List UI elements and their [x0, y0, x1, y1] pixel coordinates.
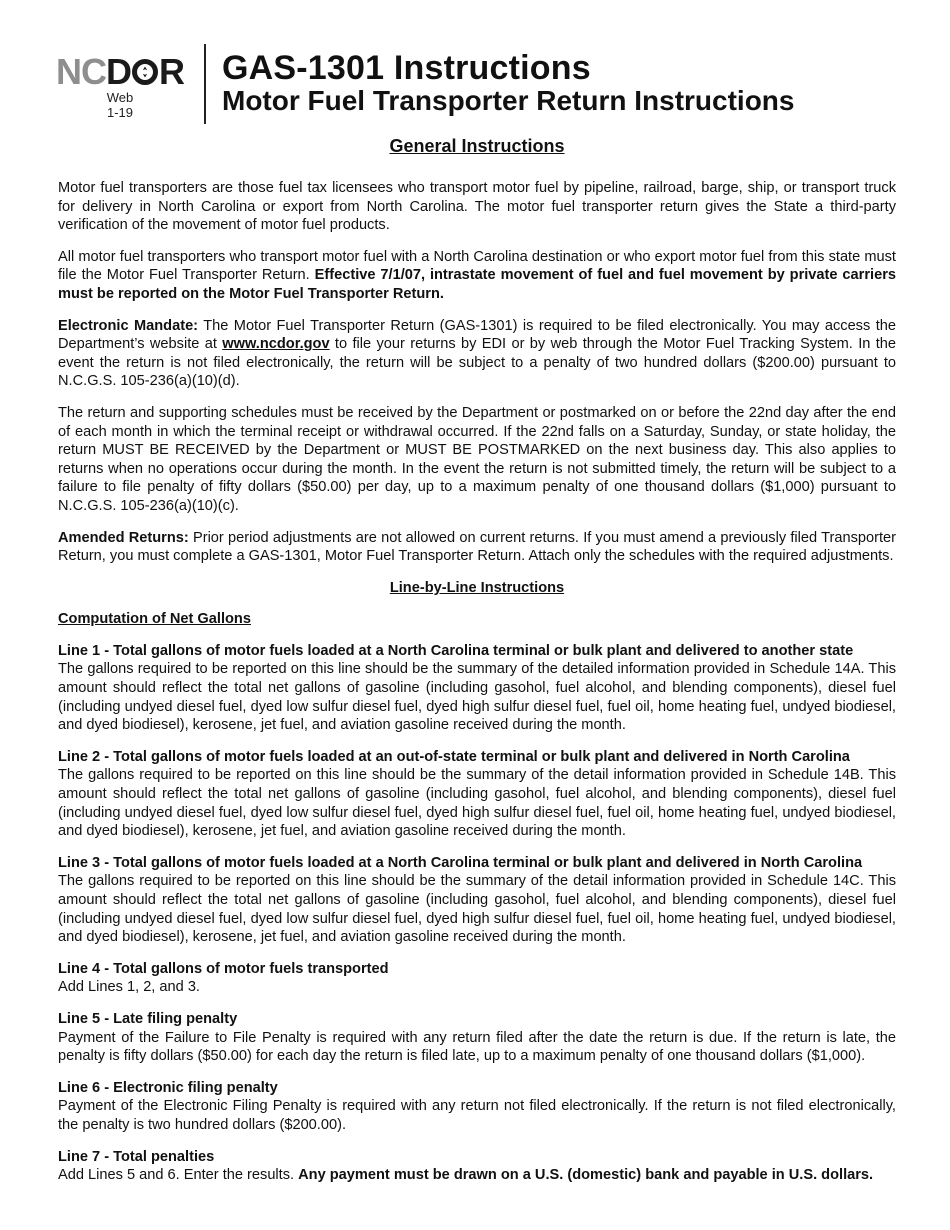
logo-d-text: D [106, 51, 131, 92]
paragraph-filing-requirement [58, 248, 896, 304]
line-1-instruction [58, 642, 896, 735]
ncdor-website-link[interactable]: www.ncdor.gov [222, 336, 330, 353]
logo-wordmark [56, 51, 184, 92]
line-2-title: Line 2 - Total gallons of motor fuels loaded at an out-of-state terminal or bulk plant and delivered in North Carolina [58, 748, 850, 765]
filing-requirement-text: All motor fuel transporters who transport motor fuel with a North Carolina destination or who export motor fuel from this state must file the Motor Fuel Transporter Return. [58, 248, 896, 284]
header-divider [204, 44, 206, 124]
line-5-title: Line 5 - Late filing penalty [58, 1010, 238, 1027]
line-6-title: Line 6 - Electronic filing penalty [58, 1079, 278, 1096]
line-7-instruction [58, 1148, 896, 1185]
amended-returns-label: Amended Returns: [58, 529, 189, 546]
line-3-body: The gallons required to be reported on this line should be the summary of the detail information provided in Schedule 14C. This amount should reflect the total net gallons of gasoline (including gasohol, fuel alcohol, and blending components), diesel fuel (including undyed diesel fuel, dyed low sulfur diesel fuel, dyed high sulfur diesel fuel, fuel oil, home heating fuel, undyed biodiesel, and dyed biodiesel), kerosene, jet fuel, and aviation gasoline received during the month. [58, 873, 896, 946]
line-3-instruction [58, 854, 896, 947]
logo-nc-text: NC [56, 51, 106, 92]
line-2-instruction [58, 748, 896, 841]
line-2-body: The gallons required to be reported on this line should be the summary of the detail information provided in Schedule 14B. This amount should reflect the total net gallons of gasoline (including gasohol, fuel alcohol, and blending components), diesel fuel (including undyed diesel fuel, dyed low sulfur diesel fuel, dyed high sulfur diesel fuel, fuel oil, home heating fuel, undyed biodiesel, and dyed biodiesel), kerosene, jet fuel, and aviation gasoline received during the month. [58, 767, 896, 840]
amended-returns-text: Prior period adjustments are not allowed on current returns. If you must amend a previously filed Transporter Return, you must complete a GAS-1301, Motor Fuel Transporter Return. Attach only the schedules with the required adjustments. [58, 529, 896, 565]
paragraph-transporters: Motor fuel transporters are those fuel tax licensees who transport motor fuel by pipeline, railroad, barge, ship, or transport truck for delivery in North Carolina or export from North Carolina. The motor fuel transporter return gives the State a third-party verification of the movement of motor fuel products. [58, 180, 896, 234]
line-5-body: Payment of the Failure to File Penalty is required with any return filed after the date the return is due. If the return is late, the penalty is fifty dollars ($50.00) for each day the return is filed late, up to a maximum penalty of one thousand dollars ($1,000). [58, 1029, 896, 1065]
page-title: GAS-1301 Instructions [222, 49, 591, 87]
line-1-title: Line 1 - Total gallons of motor fuels loaded at a North Carolina terminal or bulk plant and delivered to another state [58, 642, 854, 659]
payment-notice: Any payment must be drawn on a U.S. (domestic) bank and payable in U.S. dollars. [298, 1167, 874, 1184]
effective-date-notice: Effective 7/1/07, intrastate movement of fuel and fuel movement by private carriers must be reported on the Motor Fuel Transporter Return. [58, 267, 896, 302]
line-6-body: Payment of the Electronic Filing Penalty is required with any return not filed electronically. If the return is not filed electronically, the penalty is two hundred dollars ($200.00). [58, 1098, 896, 1133]
ncdor-logo [56, 51, 184, 120]
line-by-line-heading: Line-by-Line Instructions [389, 579, 565, 596]
paragraph-amended-returns [58, 529, 896, 566]
general-instructions-heading: General Instructions [389, 136, 565, 156]
title-block [222, 50, 794, 116]
line-7-body: Add Lines 5 and 6. Enter the results. [58, 1167, 299, 1184]
page-subtitle: Motor Fuel Transporter Return Instructions [222, 85, 795, 116]
line-3-title: Line 3 - Total gallons of motor fuels loaded at a North Carolina terminal or bulk plant and delivered in North Carolina [58, 854, 863, 871]
line-4-body: Add Lines 1, 2, and 3. [58, 979, 200, 996]
line-4-title: Line 4 - Total gallons of motor fuels transported [58, 960, 389, 977]
instructions-body [58, 135, 896, 1198]
line-6-instruction [58, 1079, 896, 1135]
electronic-mandate-text-b: to file your returns by EDI or by web through the Motor Fuel Tracking System. In the event the return is not filed electronically, the return will be subject to a penalty of two hundred dollars ($200.00) pursuant to N.C.G.S. 105-236(a)(10)(d). [58, 336, 897, 390]
electronic-mandate-label: Electronic Mandate: [58, 317, 199, 334]
line-4-instruction [58, 960, 896, 997]
paragraph-due-date: The return and supporting schedules must be received by the Department or postmarked on or before the 22nd day after the end of each month in which the terminal receipt or withdrawal occurred. If the 22nd falls on a Saturday, Sunday, or state holiday, the return MUST BE RECEIVED by the Department or MUST BE POSTMARKED on the next business day. This also applies to returns when no operations occur during the month. In the event the return is not submitted timely, the return will be subject to a failure to file penalty of fifty dollars ($50.00) per day, up to a maximum penalty of one thousand dollars ($1,000) pursuant to N.C.G.S. 105-236(a)(10)(c). [58, 404, 896, 514]
paragraph-electronic-mandate [58, 317, 896, 391]
electronic-mandate-text-a: The Motor Fuel Transporter Return (GAS-1301) is required to be filed electronically. You may access the Department’s website at [58, 317, 896, 353]
logo-r-text: R [159, 51, 184, 92]
line-7-title: Line 7 - Total penalties [58, 1148, 215, 1165]
revision-web: Web [106, 90, 134, 105]
computation-heading: Computation of Net Gallons [58, 611, 251, 628]
logo-o-icon [132, 59, 158, 85]
revision-date: 1-19 [106, 105, 134, 120]
line-1-body: The gallons required to be reported on this line should be the summary of the detailed information provided in Schedule 14A. This amount should reflect the total net gallons of gasoline (including gasohol, fuel alcohol, and blending components), diesel fuel (including undyed diesel fuel, dyed low sulfur diesel fuel, dyed high sulfur diesel fuel, fuel oil, home heating fuel, undyed biodiesel, and dyed biodiesel), kerosene, jet fuel, and aviation gasoline received during the month. [58, 661, 896, 734]
line-5-instruction [58, 1010, 896, 1066]
